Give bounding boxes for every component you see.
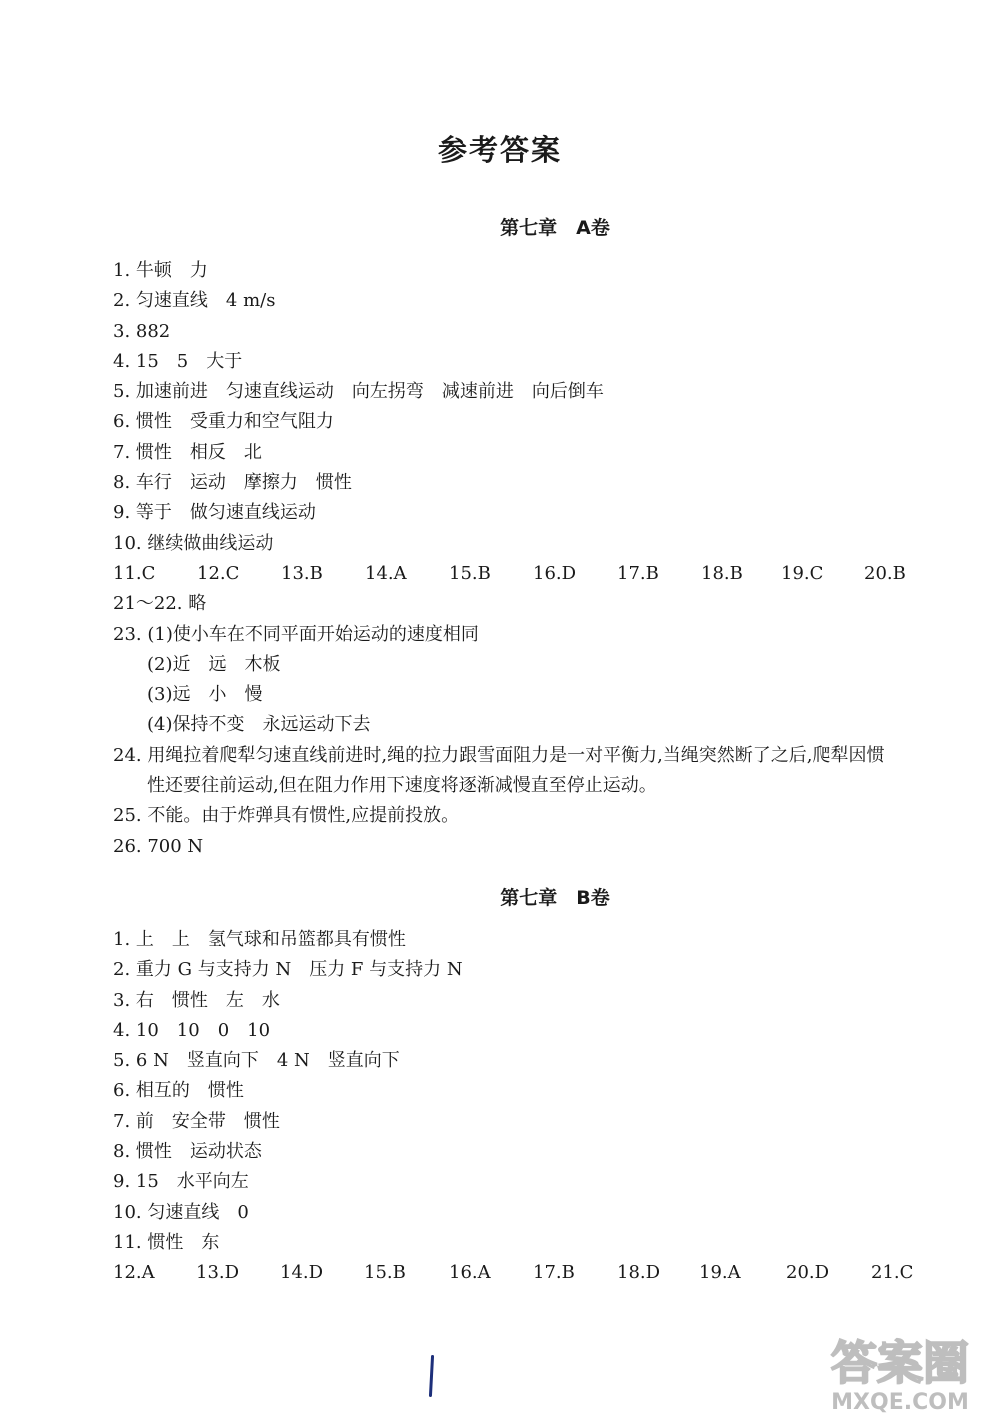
choice-answer: 15.B [449,562,491,584]
answer-line: 21～22. 略 [113,593,207,615]
answer-line: 5. 加速前进 匀速直线运动 向左拐弯 减速前进 向后倒车 [113,381,604,403]
answer-subline: (2)近 远 木板 [147,653,281,675]
answer-line: 8. 惯性 运动状态 [113,1141,262,1163]
choice-answer: 16.A [449,1262,491,1284]
page-number-mark [429,1355,434,1397]
choice-answer: 18.B [701,562,743,584]
choice-answer: 15.B [364,1262,406,1284]
choice-answer: 18.D [617,1262,661,1284]
choice-answer: 13.D [196,1262,240,1284]
answer-line: 5. 6 N 竖直向下 4 N 竖直向下 [113,1050,400,1072]
choice-row [113,559,1000,589]
answer-line: 4. 15 5 大于 [113,350,243,372]
answer-line: 2. 重力 G 与支持力 N 压力 F 与支持力 N [113,959,463,981]
answer-line-continued: 性还要往前运动,但在阻力作用下速度将逐渐减慢直至停止运动。 [147,775,657,797]
choice-answer: 19.C [781,562,824,584]
answer-line: 3. 右 惯性 左 水 [113,989,280,1011]
answer-line: 25. 不能。由于炸弹具有惯性,应提前投放。 [113,805,460,827]
choice-answer: 20.D [786,1262,830,1284]
page-title: 参考答案 [437,133,562,167]
choice-answer: 12.C [197,562,240,584]
answer-line: 23. (1)使小车在不同平面开始运动的速度相同 [113,623,479,645]
choice-answer: 17.B [617,562,659,584]
answer-line: 24. 用绳拉着爬犁匀速直线前进时,绳的拉力跟雪面阻力是一对平衡力,当绳突然断了之后,爬犁因惯 [113,744,885,766]
choice-answer: 21.C [871,1262,914,1284]
answer-line: 9. 等于 做匀速直线运动 [113,502,316,524]
choice-answer: 11.C [113,562,156,584]
answer-line: 3. 882 [113,320,171,342]
choice-answer: 19.A [699,1262,741,1284]
choice-answer: 12.A [113,1262,155,1284]
choice-answer: 13.B [281,562,323,584]
answer-line: 10. 匀速直线 0 [113,1201,249,1223]
choice-answer: 20.B [864,562,906,584]
answer-line: 9. 15 水平向左 [113,1171,249,1193]
section-heading-a: 第七章 A卷 [500,217,610,239]
section-heading-b: 第七章 B卷 [500,887,610,909]
answer-line: 7. 前 安全带 惯性 [113,1110,280,1132]
answer-line: 10. 继续做曲线运动 [113,532,274,554]
section-a-answers [113,256,1000,862]
choice-row [113,1258,1000,1288]
answer-line: 6. 相互的 惯性 [113,1080,244,1102]
answer-line: 6. 惯性 受重力和空气阻力 [113,411,334,433]
answer-subline: (3)远 小 慢 [147,684,263,706]
watermark-logo [810,1327,990,1417]
choice-answer: 14.A [365,562,407,584]
answer-line: 4. 10 10 0 10 [113,1019,271,1041]
section-b-answers [113,925,1000,1289]
answer-line: 1. 牛顿 力 [113,260,208,281]
watermark-text-top: 答案圈 [831,1336,969,1390]
answer-line: 7. 惯性 相反 北 [113,441,262,463]
choice-answer: 17.B [533,1262,575,1284]
answer-subline: (4)保持不变 永远运动下去 [147,714,371,736]
watermark-text-bottom: MXQE.COM [831,1390,969,1415]
answer-line: 8. 车行 运动 摩擦力 惯性 [113,472,352,494]
answer-line: 26. 700 N [113,835,204,857]
answer-line: 11. 惯性 东 [113,1231,220,1253]
choice-answer: 16.D [533,562,577,584]
choice-answer: 14.D [280,1262,324,1284]
answer-line: 1. 上 上 氢气球和吊篮都具有惯性 [113,929,406,950]
answer-line: 2. 匀速直线 4 m/s [113,290,276,312]
